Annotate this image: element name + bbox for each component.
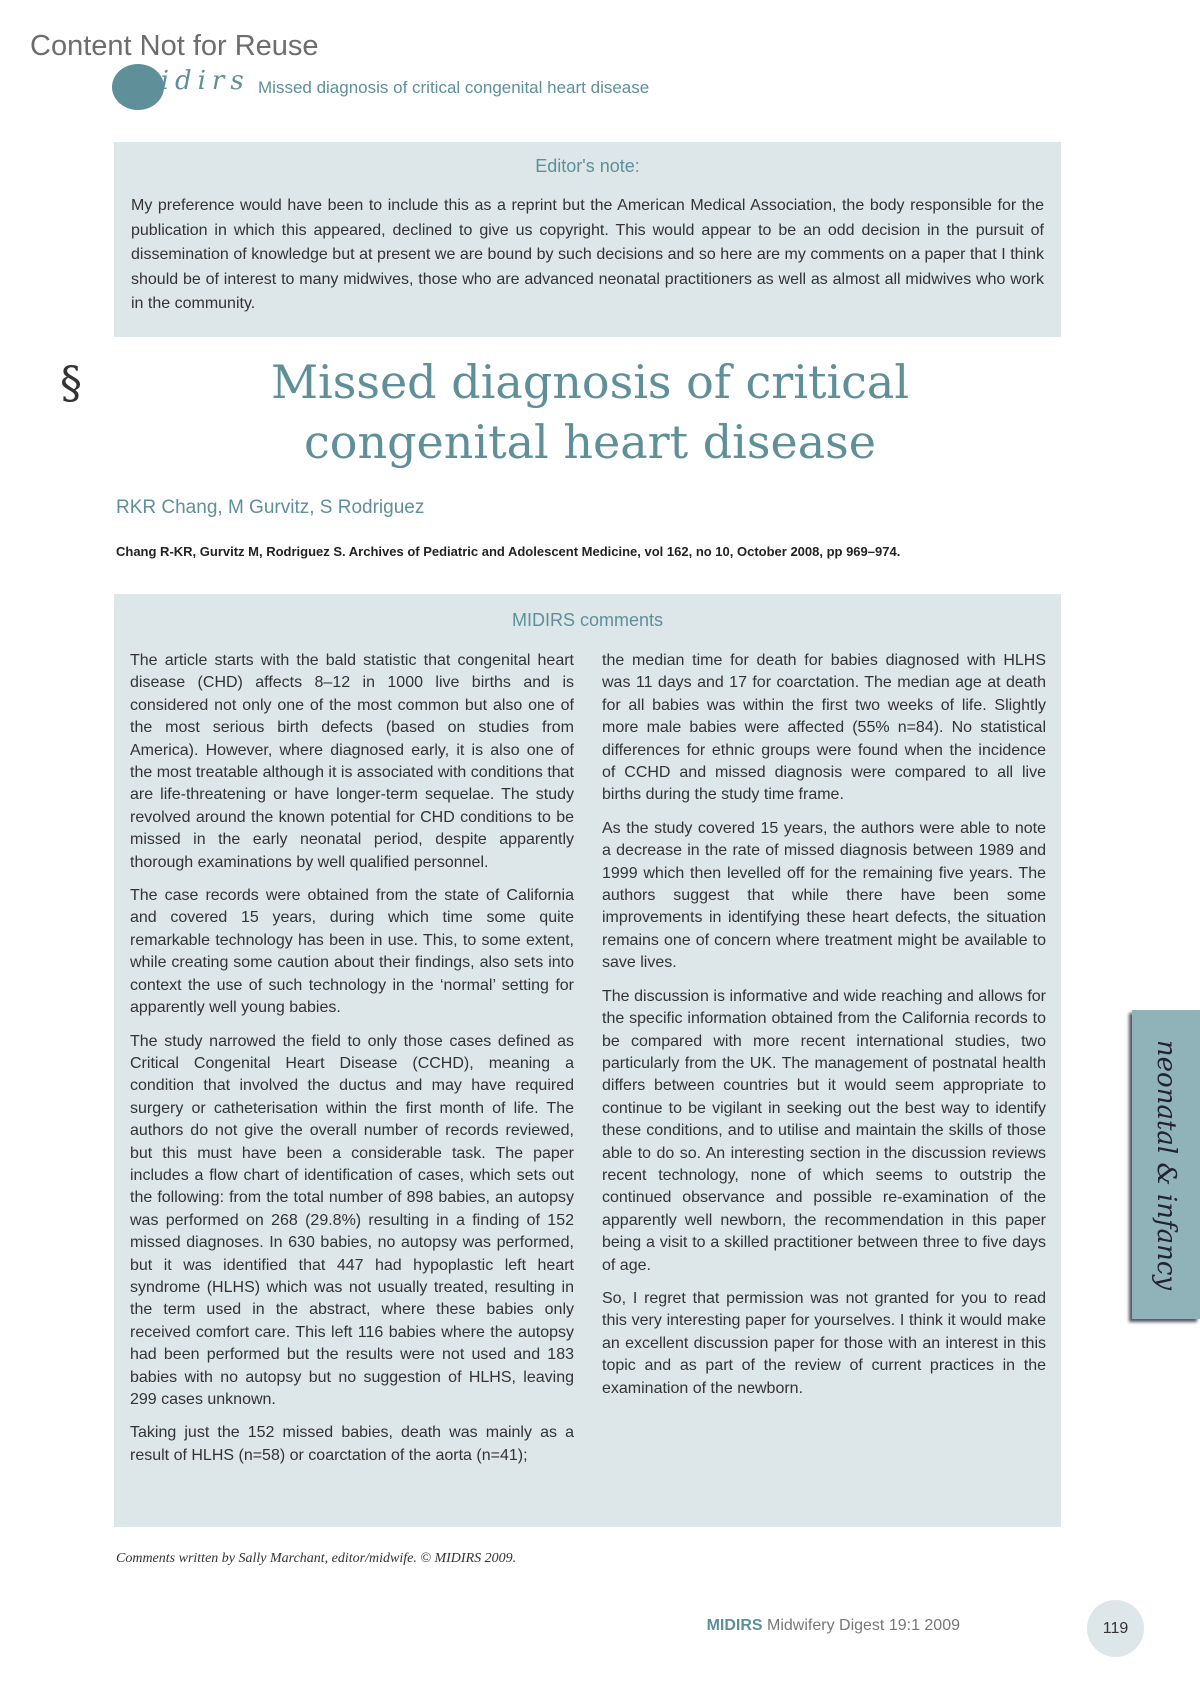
title-line: congenital heart disease (304, 415, 876, 469)
comments-heading: MIDIRS comments (511, 610, 664, 630)
title-line: Missed diagnosis of critical (270, 355, 910, 409)
footer-brand: MIDIRS (706, 1617, 763, 1634)
paragraph: Taking just the 152 missed babies, death was mainly as a result of HLHS (n=58) or coarctation of the aorta (n=41); (130, 1424, 574, 1464)
page-number: 119 (1087, 1600, 1144, 1657)
footnote: Comments written by Sally Marchant, editor/midwife. © MIDIRS 2009. (116, 1551, 517, 1566)
paragraph: As the study covered 15 years, the authors were able to note a decrease in the rate of missed diagnosis between 1989 and 1999 which then levelled off for the remaining five years. The authors suggest that while there have been some improvements in identifying these heart defects, the situation remains one of concern where treatment might be available to save lives. (602, 819, 1046, 972)
paragraph: The study narrowed the field to only those cases defined as Critical Congenital Heart Disease (CCHD), meaning a condition that involved the ductus and may have required surgery or catheterisation within the first month of life. The authors do not give the overall number of records reviewed, but this must have been a considerable task. The paper includes a flow chart of identification of cases, which sets out the following: from the total number of 898 babies, an autopsy was performed on 268 (29.8%) resulting in a finding of 152 missed diagnoses. In 630 babies, no autopsy was performed, but it was identified that 447 had hypoplastic left heart syndrome (HLHS) which was not usually treated, resulting in the term used in the abstract, where these babies only received comfort care. This left 116 babies where the autopsy had been performed but the results were not used and 183 babies with no autopsy but no suggestion of HLHS, leaving 299 cases unknown. (130, 1032, 574, 1408)
watermark: Content Not for Reuse (30, 30, 319, 62)
footer-journal: Midwifery Digest 19:1 2009 (767, 1617, 960, 1634)
midirs-comments (114, 594, 1061, 1527)
article-title (180, 352, 1000, 472)
right-column (602, 650, 1046, 1411)
authors: RKR Chang, M Gurvitz, S Rodriguez (116, 497, 425, 518)
paragraph: The discussion is informative and wide reaching and allows for the specific information obtained from the California records to be compared with more recent international studies, two particularly from the UK. The management of postnatal health differs between countries but it would seem appropriate to continue to be vigilant in seeking out the best way to identify these conditions, and to utilise and maintain the skills of those able to do so. An interesting section in the discussion reviews recent technology, none of which seems to outstrip the continued observance and possible re-examination of the apparently well newborn, the recommendation in this paper being a visit to a skilled practitioner between three to five days of age. (602, 987, 1046, 1274)
paragraph: The article starts with the bald statistic that congenital heart disease (CHD) affects 8–12 in 1000 live births and is considered not only one of the most common but also one of the most serious birth defects (based on studies from America). However, where diagnosed early, it is also one of the most treatable although it is associated with conditions that are life-threatening or have longer-term sequelae. The study revolved around the known potential for CHD conditions to be missed in the early neonatal period, despite apparently thorough examinations by well qualified personnel. (130, 652, 574, 871)
section-icon: § (60, 358, 82, 409)
side-tab (1132, 1010, 1200, 1319)
editors-note (114, 142, 1061, 337)
paragraph: the median time for death for babies diagnosed with HLHS was 11 days and 17 for coarctation. The median age at death for all babies was within the first two weeks of life. Slightly more male babies were affected (55% n=84). No statistical differences for ethnic groups were found when the incidence of CCHD and missed diagnosis were compared to all live births during the study time frame. (602, 652, 1046, 804)
editors-note-heading: Editor's note: (535, 156, 640, 176)
running-title: Missed diagnosis of critical congenital heart disease (258, 78, 650, 97)
paragraph: So, I regret that permission was not granted for you to read this very interesting paper for yourselves. I think it would make an excellent discussion paper for those with an interest in this topic and as part of the review of current practices in the examination of the newborn. (602, 1289, 1046, 1397)
footer (707, 1617, 960, 1635)
citation: Chang R-KR, Gurvitz M, Rodriguez S. Archives of Pediatric and Adolescent Medicine, vol 162, no 10, October 2008, pp 969–974. (116, 544, 901, 559)
side-tab-label: neonatal & infancy (1151, 1039, 1181, 1290)
logo-text: midirs (130, 66, 250, 96)
paragraph: The case records were obtained from the state of California and covered 15 years, during which time some quite remarkable technology has been in use. This, to some extent, while creating some caution about their findings, also sets into context the use of such technology in the ‘normal’ setting for apparently well young babies. (130, 887, 574, 1017)
editors-note-text: My preference would have been to include this as a reprint but the American Medical Association, the body responsible for the publication in which this appeared, declined to give us copyright. This would appear to be an odd decision in the pursuit of dissemination of knowledge but at present we are bound by such decisions and so here are my comments on a paper that I think should be of interest to many midwives, those who are advanced neonatal practitioners as well as almost all midwives who work in the community. (131, 197, 1044, 312)
left-column (130, 650, 574, 1478)
